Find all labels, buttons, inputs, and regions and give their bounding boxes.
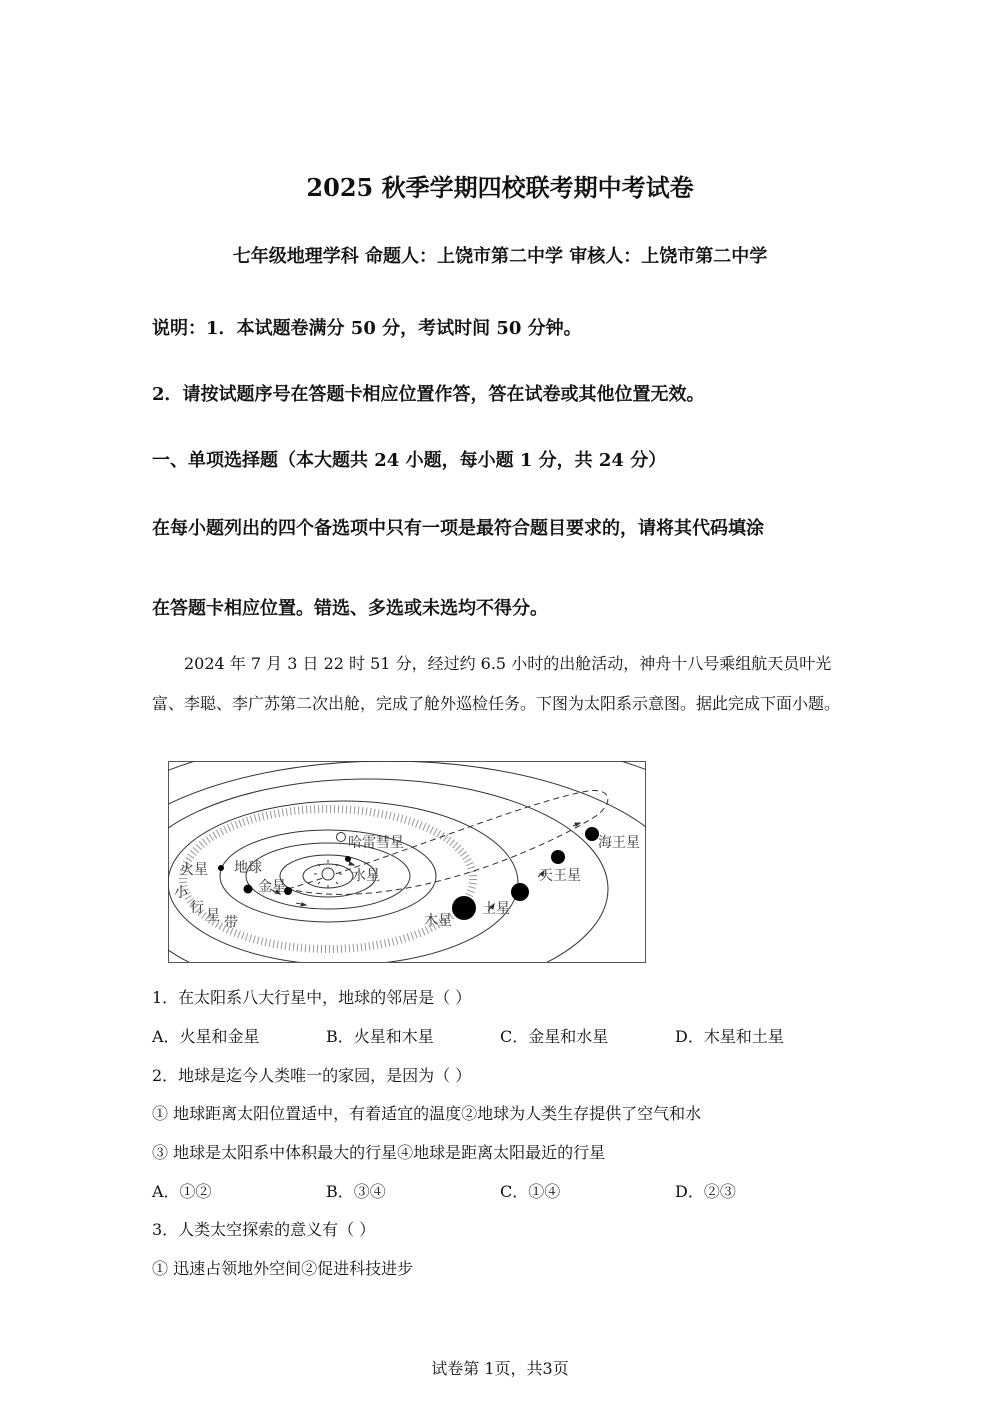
- instruction-line-1: 说明：1．本试题卷满分 50 分，考试时间 50 分钟。: [152, 318, 582, 339]
- mars-dot: [218, 865, 224, 871]
- label-halley-comet: 哈雷彗星: [348, 835, 404, 851]
- label-mercury: 水星: [352, 868, 380, 884]
- question-2-option-c[interactable]: C．①④: [500, 1182, 561, 1201]
- question-2-option-b[interactable]: B．③④: [326, 1182, 386, 1201]
- neptune-dot: [585, 827, 599, 841]
- question-2-stem: 2．地球是迄今人类唯一的家园，是因为（ ）: [152, 1066, 472, 1085]
- section-description-1: 在每小题列出的四个备选项中只有一项是最符合题目要求的，请将其代码填涂: [152, 518, 764, 539]
- halley-comet-dot: [337, 833, 346, 842]
- label-earth: 地球: [234, 860, 262, 876]
- question-2-statement-1: ① 地球距离太阳位置适中，有着适宜的温度②地球为人类生存提供了空气和水: [152, 1104, 702, 1123]
- label-asteroid-belt-2: 行: [190, 900, 204, 916]
- question-2-statement-2: ③ 地球是太阳系中体积最大的行星④地球是距离太阳最近的行星: [152, 1143, 606, 1162]
- section-heading: 一、单项选择题（本大题共 24 小题，每小题 1 分，共 24 分）: [152, 450, 667, 471]
- instruction-line-2: 2．请按试题序号在答题卡相应位置作答，答在试卷或其他位置无效。: [152, 384, 705, 405]
- earth-dot: [244, 885, 253, 894]
- label-asteroid-belt-1: 小: [174, 885, 188, 901]
- exam-subtitle: 七年级地理学科 命题人：上饶市第二中学 审核人：上饶市第二中学: [232, 246, 768, 267]
- intro-paragraph: 2024 年 7 月 3 日 22 时 51 分，经过约 6.5 小时的出舱活动，神舟十八号乘组航天员叶光富、李聪、李广苏第二次出舱，完成了舱外巡检任务。下图为太阳系示意图。据此完成下面小题。: [152, 654, 841, 713]
- question-1-option-b[interactable]: B．火星和木星: [326, 1027, 434, 1046]
- uranus-dot: [551, 850, 565, 864]
- label-venus: 金星: [258, 879, 286, 895]
- question-1-option-d[interactable]: D．木星和土星: [675, 1027, 784, 1046]
- label-asteroid-belt-4: 带: [224, 915, 238, 931]
- question-1-option-a[interactable]: A．火星和金星: [152, 1027, 260, 1046]
- saturn-dot: [511, 883, 529, 901]
- solar-system-figure: [168, 761, 648, 964]
- label-asteroid-belt-3: 星: [206, 908, 220, 924]
- question-2-option-a[interactable]: A．①②: [152, 1182, 212, 1201]
- label-saturn: 土星: [482, 901, 510, 917]
- section-description-2: 在答题卡相应位置。错选、多选或未选均不得分。: [152, 598, 548, 619]
- question-3-statement-1: ① 迅速占领地外空间②促进科技进步: [152, 1259, 414, 1278]
- question-2-option-d[interactable]: D．②③: [675, 1182, 736, 1201]
- label-neptune: 海王星: [598, 835, 640, 851]
- label-uranus: 天王星: [539, 868, 581, 884]
- question-3-stem: 3．人类太空探索的意义有（ ）: [152, 1220, 376, 1239]
- jupiter-dot: [452, 896, 476, 920]
- page-footer: 试卷第 1页，共3页: [431, 1359, 569, 1378]
- question-1-stem: 1．在太阳系八大行星中，地球的邻居是（ ）: [152, 988, 472, 1007]
- question-1-option-c[interactable]: C．金星和水星: [500, 1027, 609, 1046]
- label-mars: 火星: [180, 862, 208, 878]
- page-title: 2025 秋季学期四校联考期中考试卷: [306, 173, 694, 202]
- label-jupiter: 木星: [424, 913, 452, 929]
